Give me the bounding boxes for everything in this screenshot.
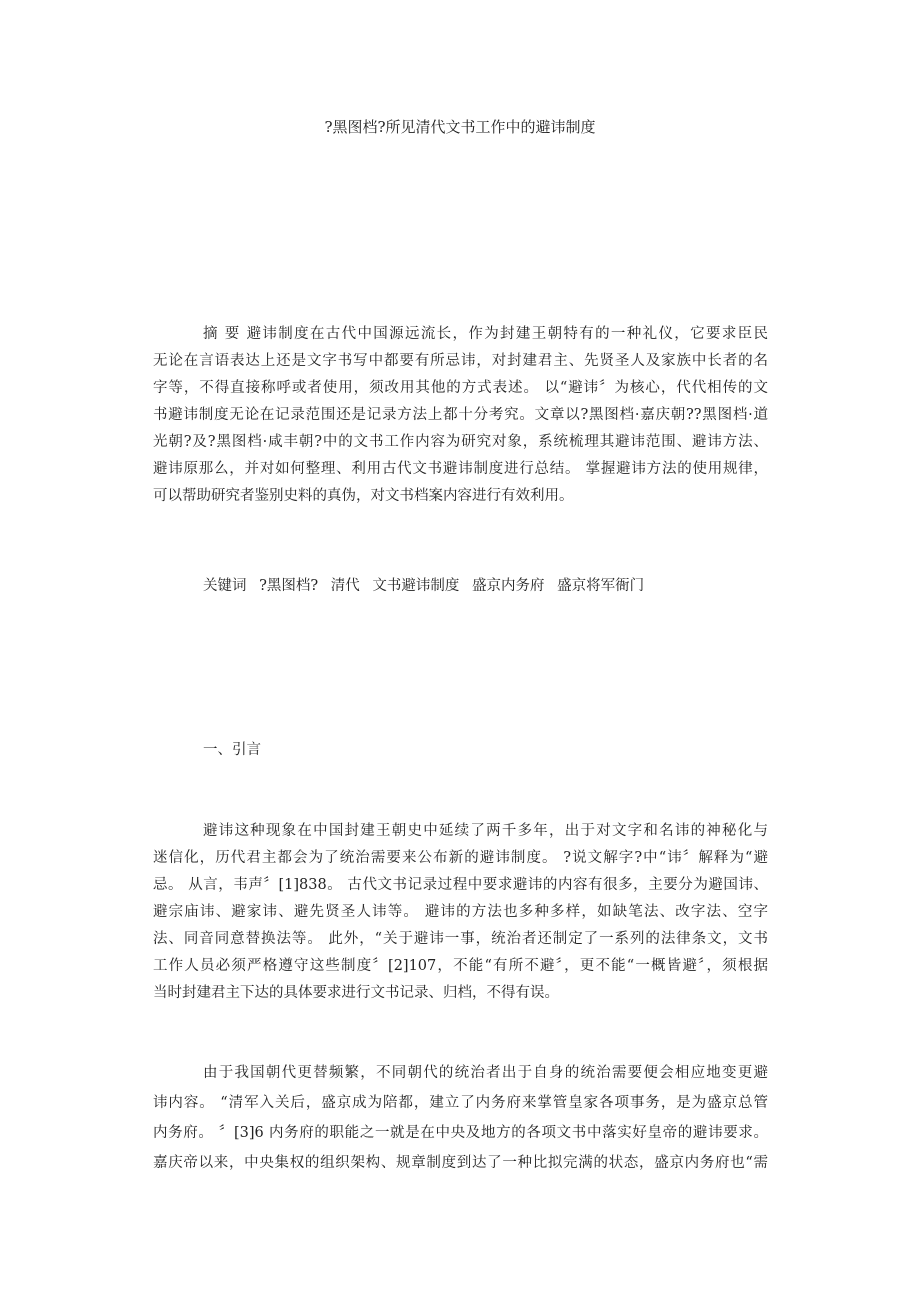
paragraph-line: 工作人员必须严格遵守这些制度〞[2]107，不能“有所不避〞，更不能“一概皆避〞，须根据 xyxy=(153,958,768,974)
paragraph-1 xyxy=(153,818,768,1007)
abstract-line: 避讳原那么，并对如何整理、利用古代文书避讳制度进行总结。 掌握避讳方法的使用规律， xyxy=(153,461,768,477)
abstract-line: 摘 要 避讳制度在古代中国源远流长，作为封建王朝特有的一种礼仪，它要求臣民 xyxy=(203,326,768,342)
keywords-label: 关键词 xyxy=(203,578,247,594)
abstract-line: 可以帮助研究者鉴别史料的真伪，对文书档案内容进行有效利用。 xyxy=(153,488,574,504)
paragraph-line: 由于我国朝代更替频繁，不同朝代的统治者出于自身的统治需要便会相应地变更避 xyxy=(203,1065,768,1081)
paragraph-line: 内务府。 〞[3]6 内务府的职能之一就是在中央及地方的各项文书中落实好皇帝的避讳要求。 xyxy=(153,1125,768,1141)
abstract xyxy=(153,321,768,510)
paragraph-line: 忌。 从言，韦声〞[1]838。 古代文书记录过程中要求避讳的内容有很多，主要分为避国讳、 xyxy=(153,877,768,893)
paragraph-line: 当时封建君主下达的具体要求进行文书记录、归档，不得有误。 xyxy=(153,985,559,1001)
keyword: 文书避讳制度 xyxy=(372,578,460,594)
keyword: ?黑图档? xyxy=(259,578,319,594)
paragraph-line: 嘉庆帝以来，中央集权的组织架构、规章制度到达了一种比拟完满的状态，盛京内务府也“需 xyxy=(153,1155,768,1171)
paragraph-line: 避讳这种现象在中国封建王朝史中延续了两千多年，出于对文字和名讳的神秘化与 xyxy=(203,823,768,839)
keyword: 盛京将军衙门 xyxy=(557,578,645,594)
keywords xyxy=(203,574,652,595)
abstract-line: 书避讳制度无论在记录范围还是记录方法上都十分考究。文章以?黑图档·嘉庆朝??黑图档·道 xyxy=(153,407,768,423)
abstract-line: 光朝?及?黑图档·咸丰朝?中的文书工作内容为研究对象，系统梳理其避讳范围、避讳方法、 xyxy=(153,434,768,450)
keyword: 盛京内务府 xyxy=(472,578,545,594)
paragraph-line: 避宗庙讳、避家讳、避先贤圣人讳等。 避讳的方法也多种多样，如缺笔法、改字法、空字 xyxy=(153,904,768,920)
abstract-line: 字等，不得直接称呼或者使用，须改用其他的方式表述。 以“避讳〞为核心，代代相传的文 xyxy=(153,380,768,396)
paragraph-line: 法、同音同意替换法等。 此外，“关于避讳一事，统治者还制定了一系列的法律条文，文书 xyxy=(153,931,768,947)
paragraph-line: 迷信化，历代君主都会为了统治需要来公布新的避讳制度。 ?说文解字?中“讳〞解释为“避 xyxy=(153,850,768,866)
paragraph-line: 讳内容。 “清军入关后，盛京成为陪都，建立了内务府来掌管皇家各项事务，是为盛京总管 xyxy=(153,1095,768,1111)
abstract-line: 无论在言语表达上还是文字书写中都要有所忌讳，对封建君主、先贤圣人及家族中长者的名 xyxy=(153,353,768,369)
document-title: ?黑图档?所见清代文书工作中的避讳制度 xyxy=(324,118,596,136)
section-heading: 一、引言 xyxy=(203,742,261,758)
paragraph-2 xyxy=(153,1058,768,1178)
keyword: 清代 xyxy=(330,578,360,594)
